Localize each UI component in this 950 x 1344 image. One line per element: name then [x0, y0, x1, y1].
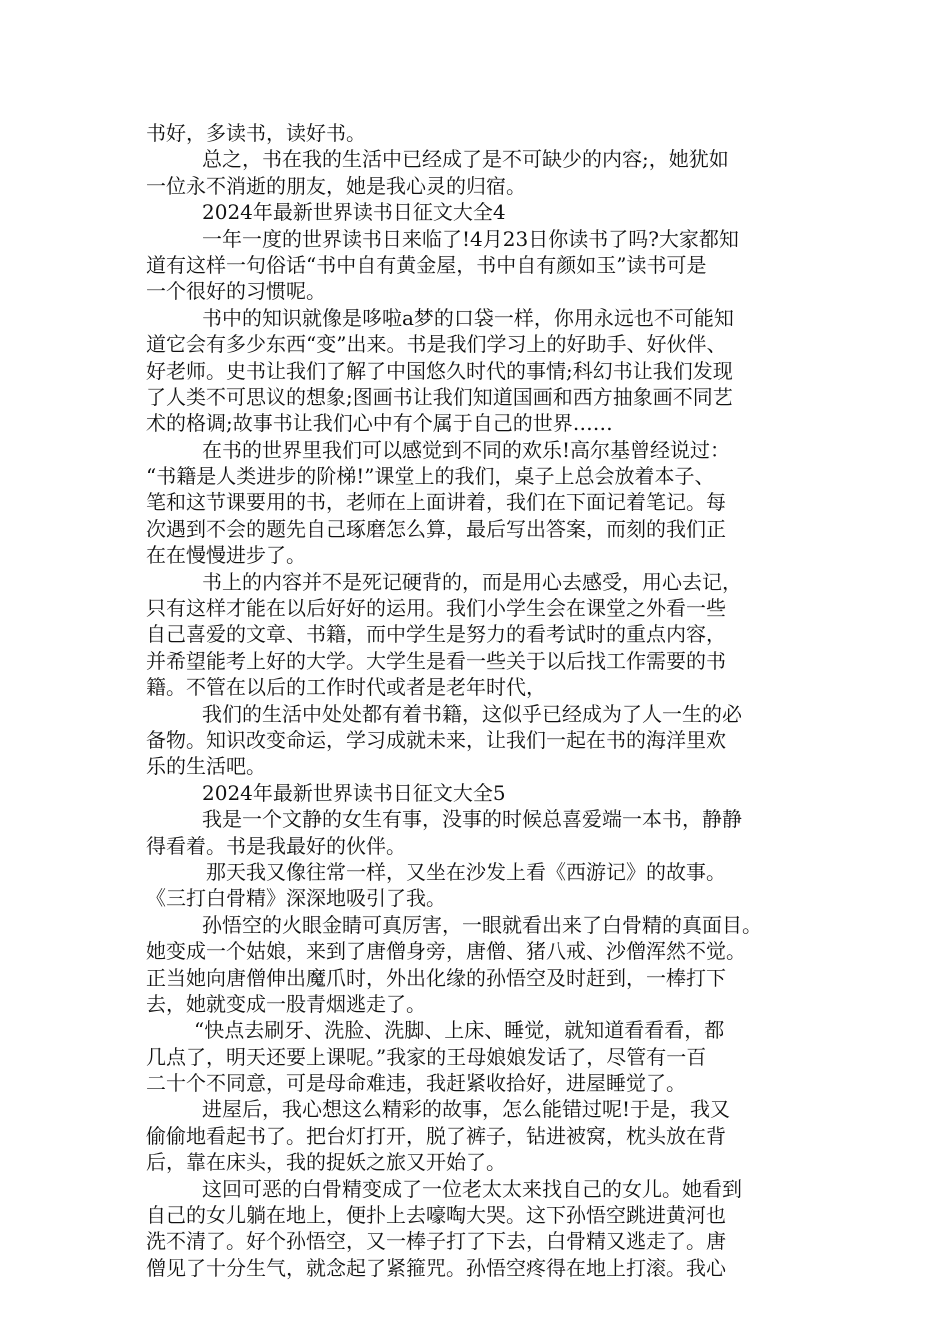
- text-line: 这回可恶的白骨精变成了一位老太太来找自己的女儿。她看到: [202, 1176, 742, 1201]
- text-line: 只有这样才能在以后好好的运用。我们小学生会在课堂之外看一些: [146, 596, 726, 621]
- text-line: 总之，书在我的生活中已经成了是不可缺少的内容;，她犹如: [202, 147, 729, 172]
- text-line: 二十个不同意，可是母命难违，我赶紧收拾好，进屋睡觉了。: [146, 1071, 686, 1096]
- text-line: 籍。不管在以后的工作时代或者是老年时代，: [146, 675, 546, 700]
- text-line: 备物。知识改变命运，学习成就未来，让我们一起在书的海洋里欢: [146, 727, 726, 752]
- text-line: 进屋后，我心想这么精彩的故事，怎么能错过呢!于是，我又: [202, 1097, 731, 1122]
- text-line: 自己喜爱的文章、书籍，而中学生是努力的看考试时的重点内容，: [146, 622, 726, 647]
- text-line: 那天我又像往常一样，又坐在沙发上看《西游记》的故事。: [206, 859, 726, 884]
- text-line: 我是一个文静的女生有事，没事的时候总喜爱端一本书，静静: [202, 807, 742, 832]
- text-line: 我们的生活中处处都有着书籍，这似乎已经成为了人一生的必: [202, 701, 742, 726]
- text-line: 《三打白骨精》深深地吸引了我。: [146, 886, 446, 911]
- text-line: 乐的生活吧。: [146, 754, 266, 779]
- text-line: 好老师。史书让我们了解了中国悠久时代的事情;科幻书让我们发现: [146, 358, 733, 383]
- text-line: 正当她向唐僧伸出魔爪时，外出化缘的孙悟空及时赶到，一棒打下: [146, 965, 726, 990]
- text-line: 孙悟空的火眼金睛可真厉害，一眼就看出来了白骨精的真面目。: [202, 912, 762, 937]
- text-line: 了人类不可思议的想象;图画书让我们知道国画和西方抽象画不同艺: [146, 384, 733, 409]
- text-line: 道它会有多少东西“变”出来。书是我们学习上的好助手、好伙伴、: [146, 332, 727, 357]
- text-line: 次遇到不会的题先自己琢磨怎么算，最后写出答案，而刻的我们正: [146, 516, 726, 541]
- text-line: 并希望能考上好的大学。大学生是看一些关于以后找工作需要的书: [146, 648, 726, 673]
- text-line: 偷偷地看起书了。把台灯打开，脱了裤子，钻进被窝，枕头放在背: [146, 1123, 726, 1148]
- document-page: [146, 120, 806, 1281]
- text-line: 自己的女儿躺在地上，便扑上去嚎啕大哭。这下孙悟空跳进黄河也: [146, 1203, 726, 1228]
- text-line: 书好，多读书，读好书。: [146, 121, 366, 145]
- text-line: 笔和这节课要用的书，老师在上面讲着，我们在下面记着笔记。每: [146, 490, 726, 515]
- text-line: 一年一度的世界读书日来临了!4月23日你读书了吗?大家都知: [202, 226, 739, 251]
- text-line: 一位永不消逝的朋友，她是我心灵的归宿。: [146, 173, 526, 198]
- text-line: 几点了，明天还要上课呢。”我家的王母娘娘发话了，尽管有一百: [146, 1044, 707, 1069]
- text-line: 在在慢慢进步了。: [146, 543, 306, 568]
- text-line: 书上的内容并不是死记硬背的，而是用心去感受，用心去记，: [202, 569, 742, 594]
- text-line: 术的格调;故事书让我们心中有个属于自己的世界……: [146, 411, 613, 436]
- text-line: “书籍是人类进步的阶梯!”课堂上的我们，桌子上总会放着本子、: [146, 464, 715, 489]
- text-line: 书中的知识就像是哆啦a梦的口袋一样，你用永远也不可能知: [202, 305, 734, 330]
- text-line: 后，靠在床头，我的捉妖之旅又开始了。: [146, 1150, 506, 1175]
- text-line: 道有这样一句俗话“书中自有黄金屋，书中自有颜如玉”读书可是: [146, 252, 707, 277]
- text-line: 在书的世界里我们可以感觉到不同的欢乐!高尔基曾经说过：: [202, 437, 731, 462]
- text-line: 2024年最新世界读书日征文大全5: [202, 780, 506, 805]
- text-line: 得看着。书是我最好的伙伴。: [146, 833, 406, 858]
- text-line: 去，她就变成一股青烟逃走了。: [146, 991, 426, 1016]
- text-line: 她变成一个姑娘，来到了唐僧身旁，唐僧、猪八戒、沙僧浑然不觉。: [146, 939, 746, 964]
- text-line: 2024年最新世界读书日征文大全4: [202, 200, 506, 225]
- text-line: 僧见了十分生气，就念起了紧箍咒。孙悟空疼得在地上打滚。我心: [146, 1255, 726, 1280]
- text-line: 一个很好的习惯呢。: [146, 279, 326, 304]
- text-line: “快点去刷牙、洗脸、洗脚、上床、睡觉，就知道看看看，都: [194, 1018, 725, 1043]
- text-line: 洗不清了。好个孙悟空，又一棒子打了下去，白骨精又逃走了。唐: [146, 1229, 726, 1254]
